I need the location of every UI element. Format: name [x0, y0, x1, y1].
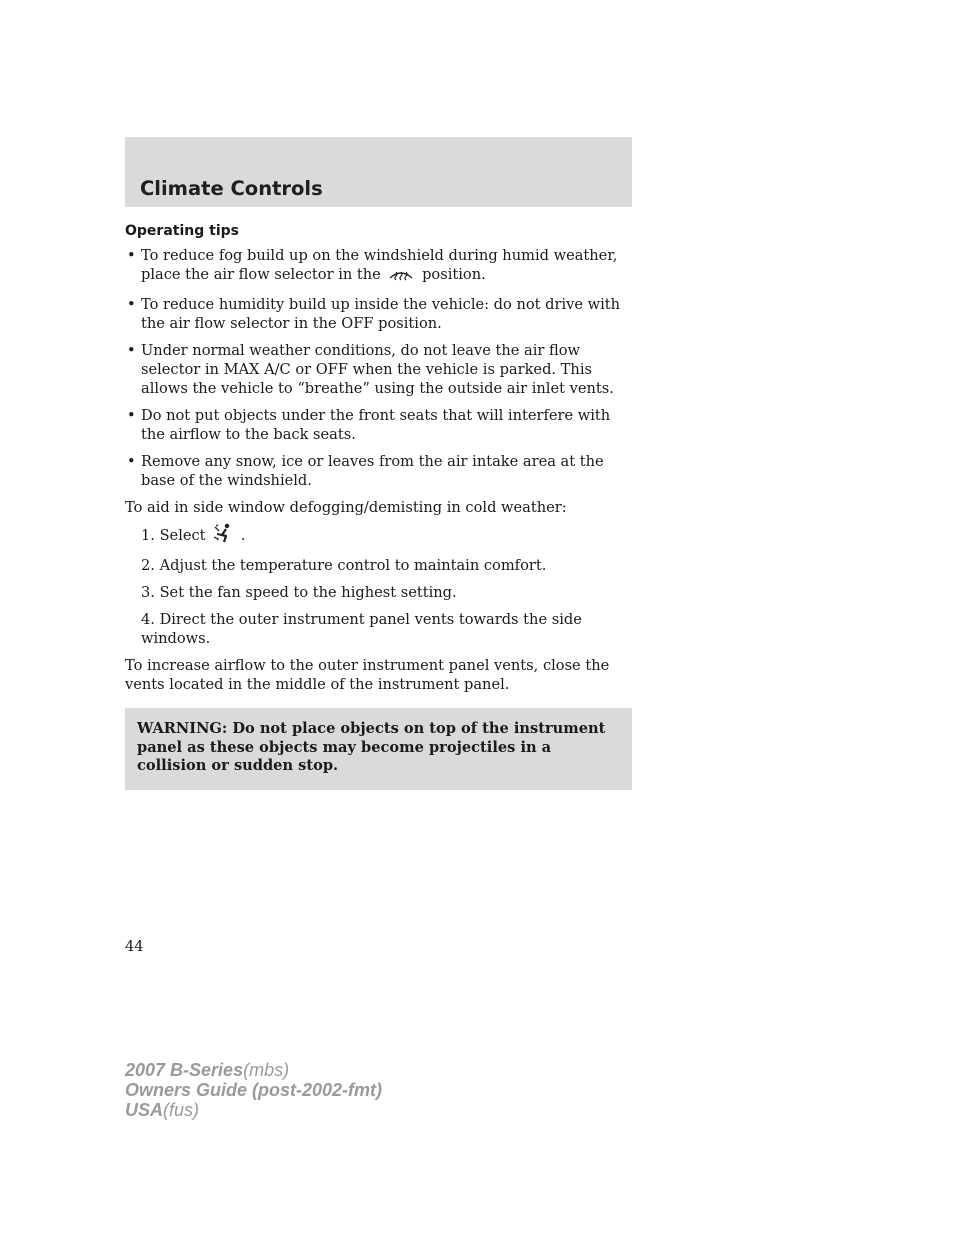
step-text: 3. Set the fan speed to the highest setting. [141, 584, 457, 601]
section-title: Climate Controls [140, 177, 323, 200]
bullet-text: Under normal weather conditions, do not leave the air flow selector in MAX A/C or OFF when the vehicle is parked. This allows the vehicle to “breathe” using the outside air inlet vents. [141, 342, 614, 397]
step-text: . [240, 527, 246, 544]
airflow-tip: To increase airflow to the outer instrument panel vents, close the vents located in the middle of the instrument panel. [125, 657, 610, 693]
list-item [125, 341, 632, 398]
bullet-text: position. [422, 266, 486, 283]
step-item [125, 523, 632, 548]
footer-line-2: Owners Guide (post-2002-fmt) [125, 1080, 383, 1100]
bullet-text: To reduce humidity build up inside the vehicle: do not drive with the air flow selector in the OFF position. [141, 296, 621, 332]
bullet-text: To reduce fog build up on the windshield during humid weather, place the air flow selector in the [141, 247, 618, 283]
step-item [125, 556, 632, 575]
footer-line-1: 2007 B-Series(mbs) [125, 1060, 290, 1080]
bullet-dot: • [127, 247, 136, 264]
defrost-icon [388, 266, 414, 287]
footer-line-3: USA(fus) [125, 1100, 200, 1120]
section-header-band [125, 137, 632, 207]
page-number: 44 [125, 938, 144, 955]
list-item [125, 295, 632, 333]
operating-tips-heading: Operating tips [125, 223, 239, 239]
list-item [125, 246, 632, 287]
floor-defrost-icon [213, 523, 233, 548]
bullet-dot: • [127, 296, 136, 313]
bullet-text: Remove any snow, ice or leaves from the air intake area at the base of the windshield. [141, 453, 604, 489]
bullet-dot: • [127, 407, 136, 424]
page-content [125, 222, 632, 790]
bullet-text: Do not put objects under the front seats that will interfere with the airflow to the back seats. [141, 407, 611, 443]
defog-intro: To aid in side window defogging/demisting in cold weather: [125, 499, 567, 516]
warning-text: WARNING: Do not place objects on top of the instrument panel as these objects may become projectiles in a collision or sudden stop. [137, 720, 606, 774]
list-item [125, 452, 632, 490]
warning-box [125, 708, 632, 790]
bullet-dot: • [127, 342, 136, 359]
step-text: 1. Select [141, 527, 206, 544]
step-item [125, 610, 632, 648]
bullet-dot: • [127, 453, 136, 470]
step-text: 2. Adjust the temperature control to maintain comfort. [141, 557, 547, 574]
step-text: 4. Direct the outer instrument panel vents towards the side windows. [141, 611, 582, 647]
document-footer [125, 1060, 382, 1120]
step-item [125, 583, 632, 602]
list-item [125, 406, 632, 444]
